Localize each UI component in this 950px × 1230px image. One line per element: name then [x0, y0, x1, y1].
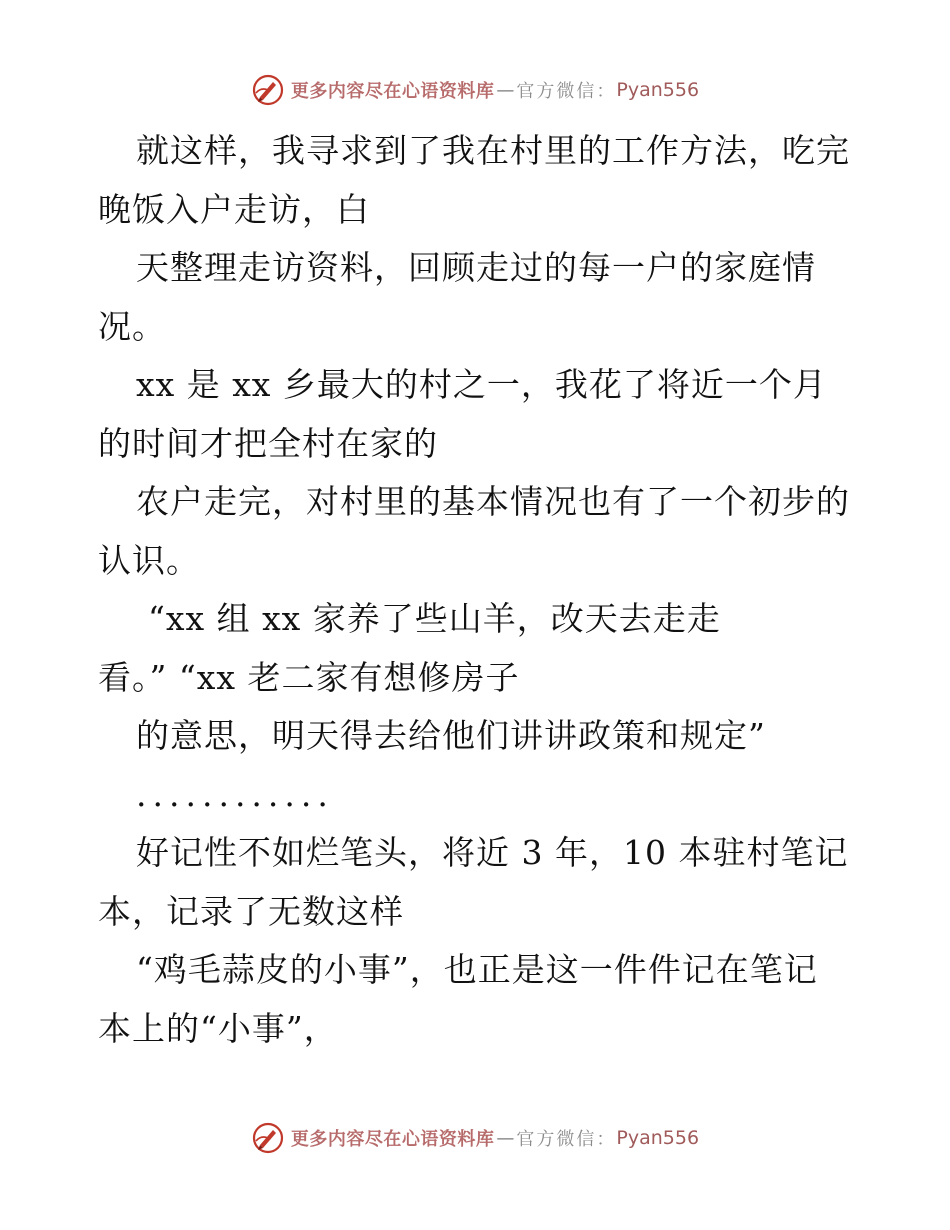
text-line: 的意思，明天得去给他们讲讲政策和规定”: [136, 716, 766, 755]
watermark-dash: —: [496, 79, 515, 101]
text-line: 就这样，我寻求到了我在村里的工作方法，吃完: [136, 131, 850, 170]
header-watermark: [0, 70, 950, 110]
text-line: 晚饭入户走访，白: [98, 189, 370, 229]
text-line: 看。” “xx 老二家有想修房子: [98, 657, 520, 697]
footer-watermark: [0, 1118, 950, 1158]
text-line: xx 是 xx 乡最大的村之一，我花了将近一个月: [136, 365, 827, 404]
text-line: “xx 组 xx 家养了些山羊，改天去走走: [148, 599, 721, 638]
text-line: “鸡毛蒜皮的小事”，也正是这一件件记在笔记: [136, 950, 818, 989]
text-line: 天整理走访资料，回顾走过的每一户的家庭情: [136, 248, 816, 287]
watermark-brand: 更多内容尽在心语资料库: [290, 81, 495, 102]
body-text: [98, 122, 858, 1058]
text-line: ............: [136, 774, 334, 814]
watermark-wechat-id: Pyan556: [616, 1127, 700, 1149]
text-line: 本，记录了无数这样: [98, 891, 404, 931]
pen-logo-icon: [251, 73, 285, 107]
watermark-brand: 更多内容尽在心语资料库: [290, 1129, 495, 1150]
watermark-wechat-id: Pyan556: [616, 79, 700, 101]
watermark-official: 官方微信：: [516, 81, 617, 102]
watermark-official: 官方微信：: [516, 1129, 617, 1150]
text-line: 农户走完，对村里的基本情况也有了一个初步的: [136, 482, 850, 521]
text-line: 的时间才把全村在家的: [98, 423, 438, 463]
text-line: 认识。: [98, 540, 200, 580]
text-line: 况。: [98, 306, 166, 346]
text-line: 本上的“小事”，: [98, 1008, 338, 1048]
watermark-dash: —: [496, 1127, 515, 1149]
text-line: 好记性不如烂笔头，将近 3 年，10 本驻村笔记: [136, 833, 849, 872]
pen-logo-icon: [251, 1121, 285, 1155]
